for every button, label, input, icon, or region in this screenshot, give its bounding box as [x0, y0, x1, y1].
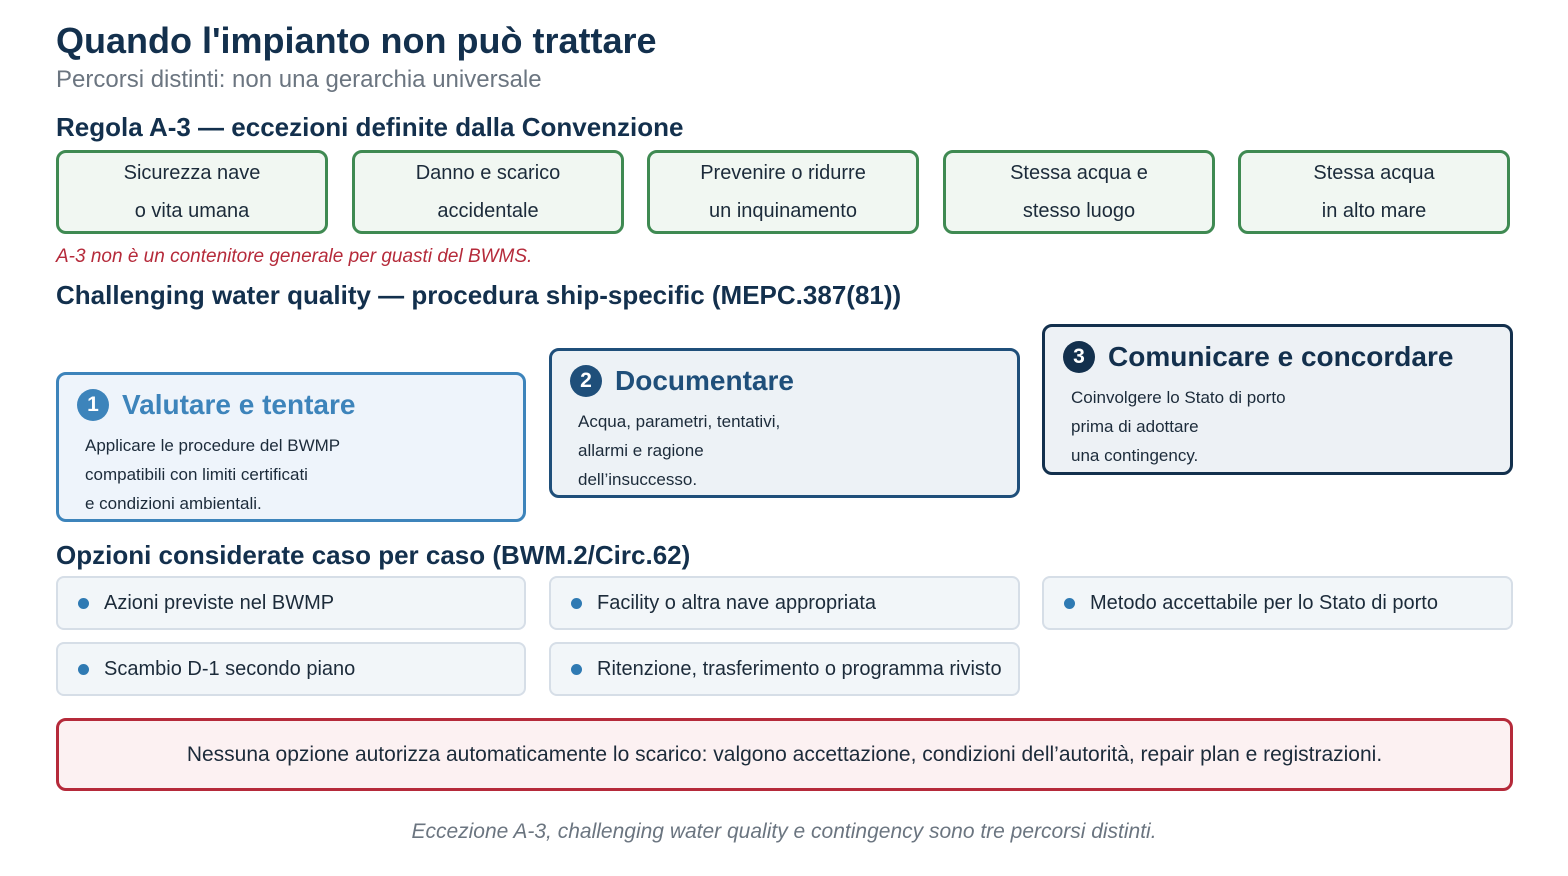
step-card-2	[549, 348, 1020, 498]
option-label: Scambio D-1 secondo piano	[104, 657, 356, 680]
exception-line: stesso luogo	[1022, 200, 1136, 222]
warning-banner	[56, 718, 1513, 791]
step-header	[570, 365, 794, 397]
exception-box	[943, 150, 1215, 234]
option-label: Ritenzione, trasferimento o programma rivisto	[597, 657, 1002, 680]
exception-line: Sicurezza nave	[123, 162, 261, 184]
step-description	[85, 431, 340, 518]
option-item	[549, 576, 1020, 630]
step-title: Valutare e tentare	[122, 389, 356, 420]
bullet-icon	[571, 598, 582, 609]
option-item	[56, 642, 526, 696]
exception-box	[352, 150, 624, 234]
exception-line: un inquinamento	[709, 200, 857, 222]
option-item	[56, 576, 526, 630]
step-line: compatibili con limiti certificati	[85, 465, 308, 484]
page-subtitle: Percorsi distinti: non una gerarchia universale	[56, 66, 542, 93]
step-line: Acqua, parametri, tentativi,	[578, 412, 781, 431]
step-line: una contingency.	[1071, 446, 1199, 465]
exceptions-note: A-3 non è un contenitore generale per guasti del BWMS.	[56, 246, 533, 267]
options-heading: Opzioni considerate caso per caso (BWM.2/Circ.62)	[56, 540, 691, 570]
exception-line: in alto mare	[1321, 200, 1427, 222]
exception-line: Prevenire o ridurre	[700, 162, 866, 184]
option-item	[549, 642, 1020, 696]
step-line: prima di adottare	[1071, 417, 1199, 436]
step-line: allarmi e ragione	[578, 441, 704, 460]
step-number-badge: 1	[77, 389, 109, 421]
step-card-3	[1042, 324, 1513, 475]
bullet-icon	[78, 598, 89, 609]
option-label: Facility o altra nave appropriata	[597, 591, 877, 614]
exception-box	[56, 150, 328, 234]
page-title: Quando l'impianto non può trattare	[56, 20, 657, 61]
step-line: Coinvolgere lo Stato di porto	[1071, 388, 1286, 407]
exception-line: accidentale	[437, 200, 539, 222]
step-header	[77, 389, 355, 421]
footer-caption: Eccezione A-3, challenging water quality e contingency sono tre percorsi distinti.	[411, 820, 1157, 843]
step-header	[1063, 341, 1453, 373]
step-title: Documentare	[615, 365, 794, 396]
bullet-icon	[571, 664, 582, 675]
exception-box	[1238, 150, 1510, 234]
exception-line: Danno e scarico	[415, 162, 561, 184]
exception-box	[647, 150, 919, 234]
step-number-badge: 3	[1063, 341, 1095, 373]
step-line: e condizioni ambientali.	[85, 494, 262, 513]
step-description	[578, 407, 780, 494]
bullet-icon	[1064, 598, 1075, 609]
step-card-1	[56, 372, 526, 522]
warning-text: Nessuna opzione autorizza automaticamente lo scarico: valgono accettazione, condizioni dell’autorità, repair plan e registrazioni.	[186, 742, 1383, 766]
option-label: Metodo accettabile per lo Stato di porto	[1090, 591, 1438, 614]
step-description	[1071, 383, 1286, 470]
step-line: dell’insuccesso.	[578, 470, 698, 489]
procedure-heading: Challenging water quality — procedura ship-specific (MEPC.387(81))	[56, 280, 902, 310]
step-title: Comunicare e concordare	[1108, 341, 1454, 372]
exception-line: o vita umana	[134, 200, 250, 222]
exceptions-heading: Regola A-3 — eccezioni definite dalla Convenzione	[56, 112, 684, 142]
bullet-icon	[78, 664, 89, 675]
step-line: Applicare le procedure del BWMP	[85, 436, 341, 455]
exception-line: Stessa acqua	[1313, 162, 1435, 184]
option-label: Azioni previste nel BWMP	[104, 591, 335, 614]
exception-line: Stessa acqua e	[1010, 162, 1148, 184]
step-number-badge: 2	[570, 365, 602, 397]
option-item	[1042, 576, 1513, 630]
